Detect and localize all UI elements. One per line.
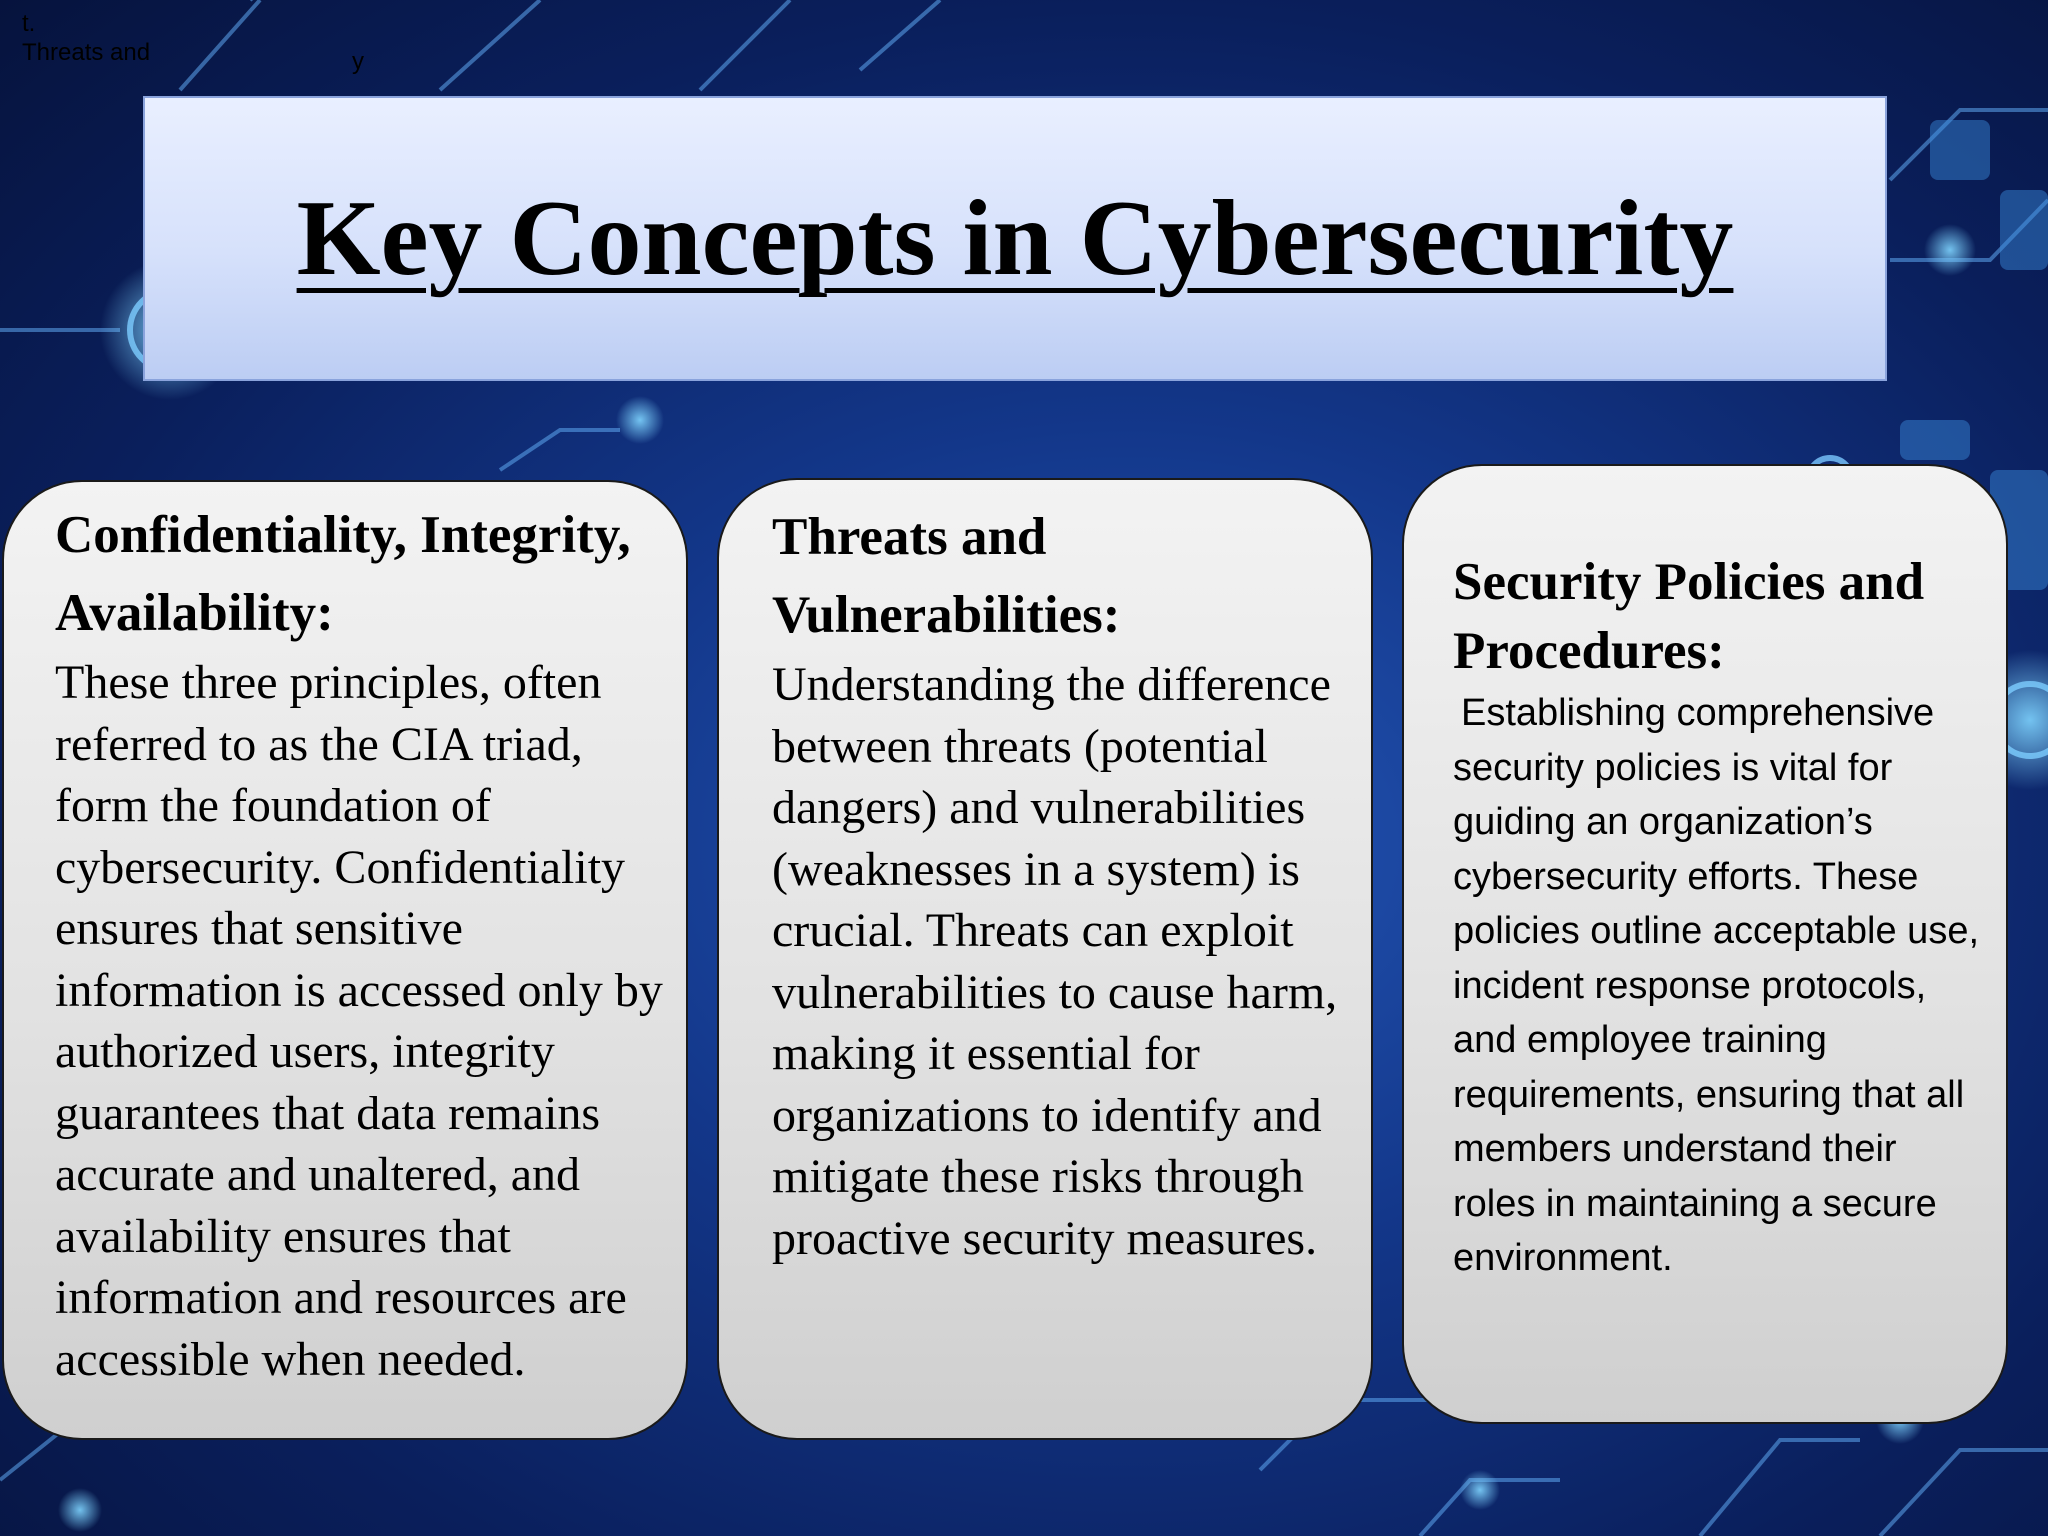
card-heading: Security Policies and Procedures: — [1453, 553, 1925, 680]
card-heading: Confidentiality, Integrity, Availability: — [55, 506, 631, 642]
card-body: Establishing comprehensive security policies is vital for guiding an organization’s cybersecurity efforts. These policies outline acceptable use, incident response protocols, and employee training requirements, ensuring that all members understand their roles in maintaining a secure environment. — [1453, 692, 1980, 1279]
card-heading: Threats and Vulnerabilities: — [772, 508, 1121, 644]
card-threats-vulnerabilities — [717, 478, 1373, 1440]
corner-text-stray: y — [352, 48, 364, 75]
card-security-policies — [1402, 464, 2008, 1424]
corner-text-1: t. — [22, 10, 36, 37]
card-body: Understanding the difference between threats (potential dangers) and vulnerabilities (weaknesses in a system) is crucial. Threats can exploit vulnerabilities to cause harm, making it essential for organizations to identify and mitigate these risks through proactive security measures. — [772, 658, 1338, 1265]
title-banner — [143, 96, 1887, 381]
corner-text-2: Threats and — [22, 39, 151, 66]
card-cia-triad — [2, 480, 688, 1440]
page-title: Key Concepts in Cybersecurity — [296, 178, 1734, 298]
card-body: These three principles, often referred to as the CIA triad, form the foundation of cybersecurity. Confidentiality ensures that sensitive information is accessed only by authorized users, integrity guarantees that data remains accurate and unaltered, and availability ensures that information and resources are accessible when needed. — [55, 656, 663, 1386]
